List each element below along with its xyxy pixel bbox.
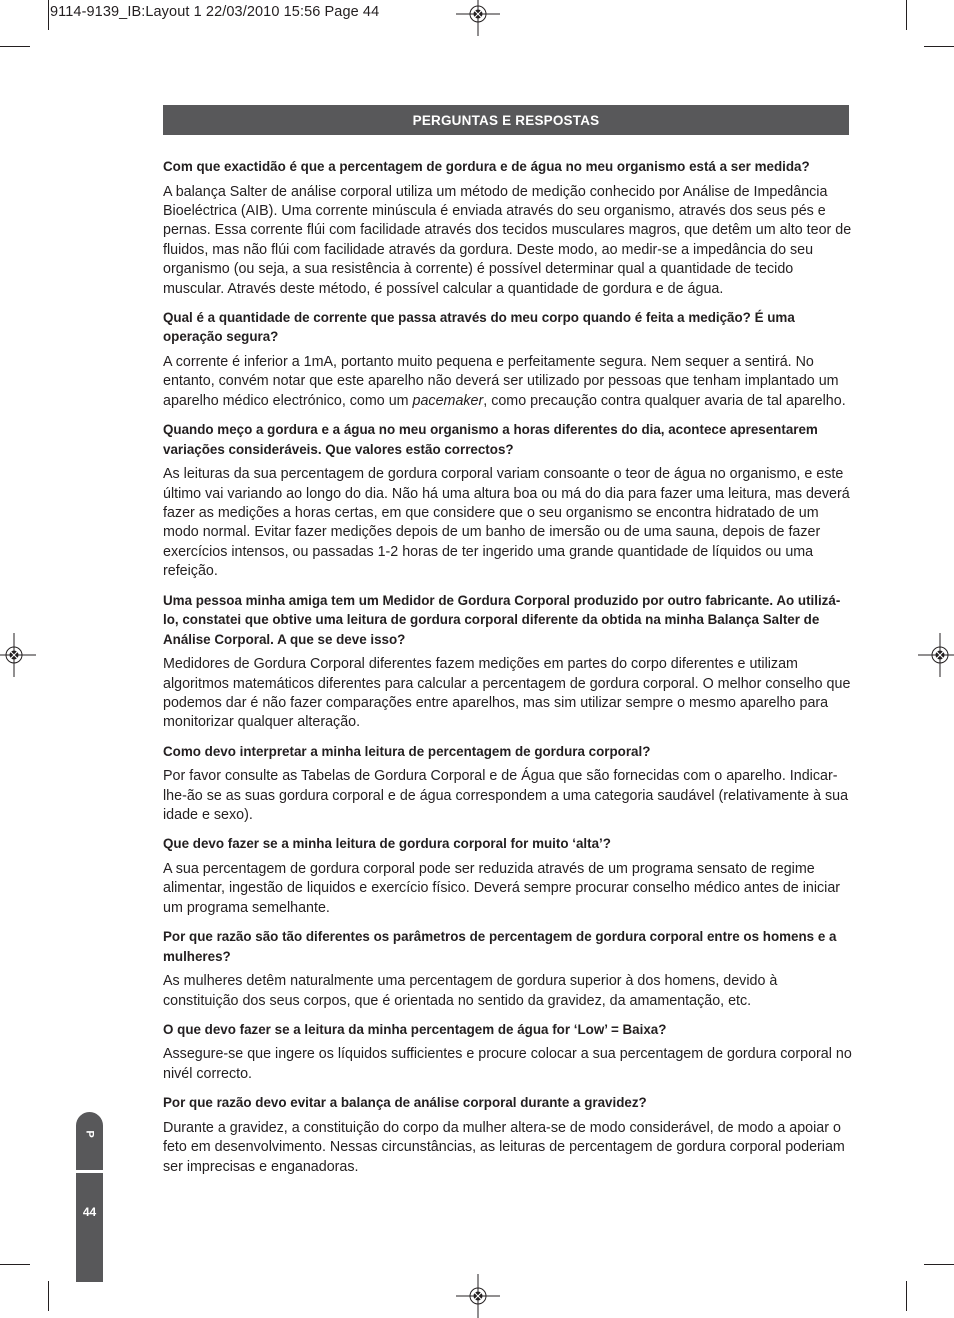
crop-mark — [906, 1281, 907, 1311]
answer: As mulheres detêm naturalmente uma percentagem de gordura superior à dos homens, devido à constituição dos seus corpos, que é orientada no sentido da gravidez, da amamentação, etc. — [163, 973, 778, 1009]
page-number: 44 — [82, 1205, 97, 1219]
answer-text: A corrente é inferior a 1mA, portanto muito pequena e perfeitamente segura. Nem sequer a sentirá. No entanto, convém notar que este aparelho não deverá ser utilizado por pessoas que tenham implantado um aparelho médico electrónico, como um — [163, 353, 839, 409]
question: Com que exactidão é que a percentagem de gordura e de água no meu organismo está a ser medida? — [163, 159, 810, 174]
answer: As leituras da sua percentagem de gordura corporal variam consoante o teor de água no organismo, e este último vai variando ao longo do dia. Não há uma altura boa ou má do dia para fazer uma leitura, mas deverá fazer as medições a horas certas, em que considere que o seu organismo se encontra hidratado de um modo normal. Evitar fazer medições depois de um banho de imersão ou de uma sauna, depois de fazer exercícios intensos, ou passadas 1-2 horas de ter ingerido uma grande quantidade de líquidos ou uma refeição. — [163, 466, 850, 580]
answer: A sua percentagem de gordura corporal pode ser reduzida através de um programa sensato de regime alimentar, ingestão de liquidos e exercício físico. Deverá sempre procurar conselho médico antes de iniciar um programa semelhante. — [163, 860, 841, 916]
qa-content — [163, 157, 853, 1186]
answer: Assegure-se que ingere os líquidos sufficientes e procure colocar a sua percentagem de gordura corporal no nivél correcto. — [163, 1046, 852, 1082]
registration-mark-icon — [456, 1274, 500, 1318]
section-banner: PERGUNTAS E RESPOSTAS — [163, 105, 849, 135]
language-letter: P — [83, 1130, 96, 1138]
crop-mark — [924, 1264, 954, 1265]
registration-mark-icon — [0, 633, 36, 677]
qa-item — [163, 308, 853, 411]
qa-item — [163, 1093, 853, 1177]
question: Que devo fazer se a minha leitura de gordura corporal for muito ‘alta’? — [163, 836, 611, 852]
question: Quando meço a gordura e a água no meu organismo a horas diferentes do dia, acontece apresentarem variações consideráveis. Que valores estão correctos? — [163, 422, 818, 457]
qa-item — [163, 157, 853, 299]
answer-italic-term: pacemaker — [412, 392, 484, 409]
question: O que devo fazer se a leitura da minha percentagem de água for ‘Low’ = Baixa? — [163, 1021, 667, 1037]
crop-mark — [0, 46, 30, 47]
question: Uma pessoa minha amiga tem um Medidor de Gordura Corporal produzido por outro fabricante. Ao utilizá-lo, constatei que obtive uma leitura de gordura corporal diferente da obtida na minha Balança Salter de Análise Corporal. A que se deve isso? — [163, 592, 841, 647]
answer-text: , como precaução contra qualquer avaria de tal aparelho. — [483, 392, 846, 409]
print-slug: 9114-9139_IB:Layout 1 22/03/2010 15:56 Page 44 — [50, 4, 380, 20]
crop-mark — [48, 1281, 49, 1311]
answer: Medidores de Gordura Corporal diferentes fazem medições em partes do corpo diferentes e utilizam algoritmos matemáticos diferentes para calcular a percentagem de gordura corporal. O melhor conselho que podemos dar é não fazer comparações entre aparelhos, mas sim utilizar sempre o mesmo aparelho para monitorizar qualquer alteração. — [163, 656, 851, 731]
qa-item — [163, 591, 853, 733]
answer: A balança Salter de análise corporal utiliza um método de medição conhecido por Análise de Impedância Bioeléctrica (AIB). Uma corrente minúscula é enviada através do seu organismo, através dos seus pés e pernas. Essa corrente flúi com facilidade através dos tecidos musculares magros, que detêm um alto teor de fluidos, mas não flúi com facilidade através da gordura. Deste modo, ao medir-se a impedância do seu organismo (ou seja, a sua resistência à corrente) é possível determinar qual a quantidade de tecido muscular. Através deste método, é possível calcular a quantidade de gordura e de água. — [163, 183, 852, 297]
question: Por que razão devo evitar a balança de análise corporal durante a gravidez? — [163, 1095, 647, 1111]
qa-item — [163, 420, 853, 581]
qa-item — [163, 1020, 853, 1084]
side-tab-divider — [76, 1170, 103, 1173]
crop-mark — [0, 1264, 30, 1265]
qa-item — [163, 927, 853, 1011]
registration-mark-icon — [456, 0, 500, 36]
qa-item — [163, 742, 853, 826]
question: Qual é a quantidade de corrente que passa através do meu corpo quando é feita a medição? É uma operação segura? — [163, 309, 795, 345]
crop-mark — [906, 0, 907, 30]
answer: Durante a gravidez, a constituição do corpo da mulher altera-se de modo considerável, de modo a apoiar o feto em desenvolvimento. Nessas circunstâncias, as leituras de percentagem de gordura corporal poderiam ser imprecisas e enganadoras. — [163, 1119, 845, 1175]
answer: Por favor consulte as Tabelas de Gordura Corporal e de Água que são fornecidas com o aparelho. Indicar-lhe-ão se as suas gordura corporal e de água correspondem a uma categoria saudável (relativamente à sua idade e sexo). — [163, 768, 849, 824]
question: Como devo interpretar a minha leitura de percentagem de gordura corporal? — [163, 743, 651, 759]
crop-mark — [48, 0, 49, 30]
answer — [163, 353, 853, 411]
crop-mark — [924, 46, 954, 47]
qa-item — [163, 834, 853, 918]
question: Por que razão são tão diferentes os parâmetros de percentagem de gordura corporal entre os homens e a mulheres? — [163, 929, 837, 964]
registration-mark-icon — [918, 633, 954, 677]
